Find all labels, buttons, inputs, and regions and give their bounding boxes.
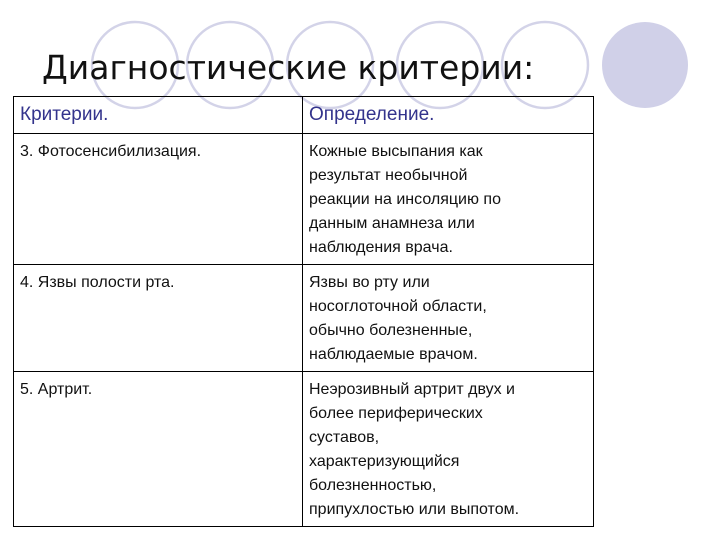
table-row — [14, 372, 594, 527]
definition-line: результат необычной — [309, 167, 468, 184]
header-criterion: Критерии. — [14, 97, 303, 134]
definition-line: обычно болезненные, — [309, 322, 473, 339]
header-definition: Определение. — [303, 97, 594, 134]
definition-cell — [303, 265, 594, 372]
table-row — [14, 265, 594, 372]
definition-cell — [303, 372, 594, 527]
definition-cell — [303, 134, 594, 265]
definition-line: суставов, — [309, 429, 380, 446]
definition-line: наблюдаемые врачом. — [309, 346, 478, 363]
definition-line: Кожные высыпания как — [309, 143, 483, 160]
definition-line: припухлостью или выпотом. — [309, 501, 520, 518]
definition-line: болезненностью, — [309, 477, 437, 494]
criterion-cell: 5. Артрит. — [14, 372, 303, 527]
table-header-row — [14, 97, 594, 134]
criteria-table — [13, 96, 594, 527]
definition-line: характеризующийся — [309, 453, 460, 470]
filled-circle — [602, 22, 688, 108]
definition-line: реакции на инсоляцию по — [309, 191, 501, 208]
definition-line: более периферических — [309, 405, 483, 422]
definition-line: Неэрозивный артрит двух и — [309, 381, 515, 398]
slide-title: Диагностические критерии: — [42, 48, 535, 87]
table-row — [14, 134, 594, 265]
definition-line: носоглоточной области, — [309, 298, 487, 315]
definition-line: Язвы во рту или — [309, 274, 430, 291]
definition-line: наблюдения врача. — [309, 239, 453, 256]
criterion-cell: 4. Язвы полости рта. — [14, 265, 303, 372]
criterion-cell: 3. Фотосенсибилизация. — [14, 134, 303, 265]
definition-line: данным анамнеза или — [309, 215, 475, 232]
